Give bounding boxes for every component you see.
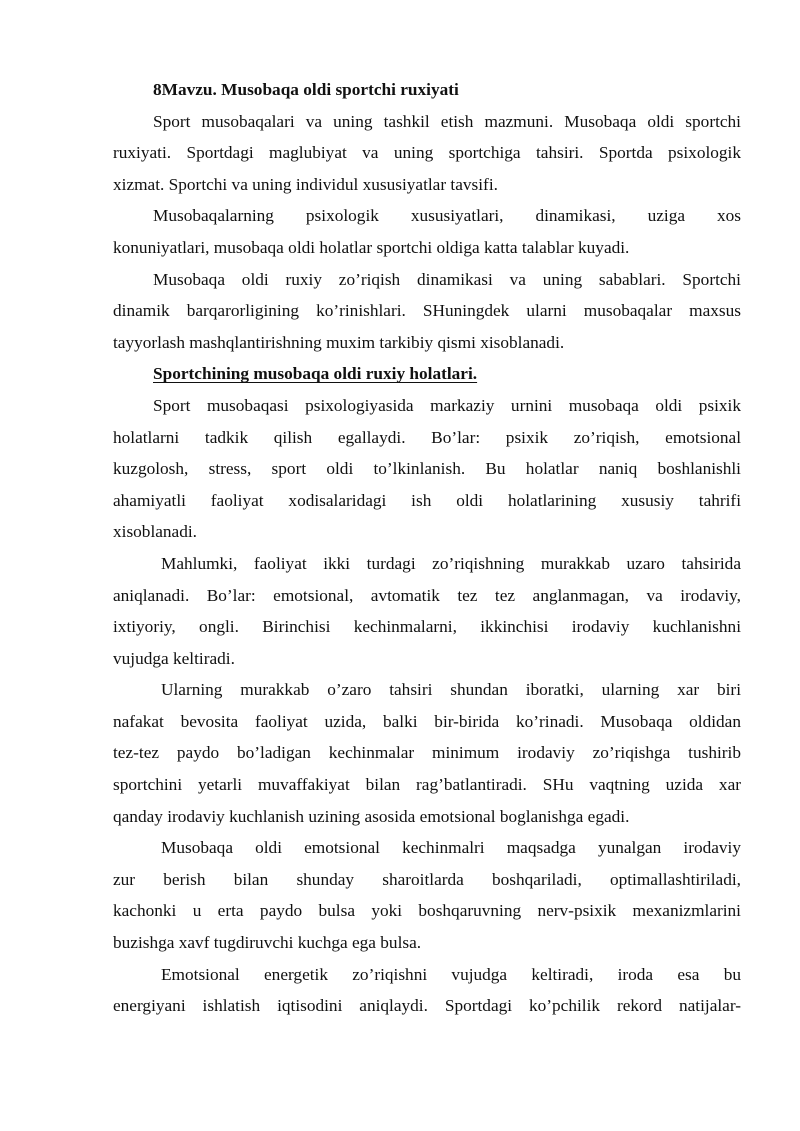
paragraph-line: energiyani ishlatish iqtisodini aniqlaydi. Sportdagi ko’pchilik rekord natijalar- [113,996,741,1016]
paragraph-line: ixtiyoriy, ongli. Birinchisi kechinmalarni, ikkinchisi irodaviy kuchlanishni [113,617,741,637]
paragraph-line: Ularning murakkab o’zaro tahsiri shundan iboratki, ularning xar biri [161,680,741,700]
paragraph-line: sportchini yetarli muvaffakiyat bilan rag’batlantiradi. SHu vaqtning uzida xar [113,775,741,795]
paragraph-line: Sport musobaqasi psixologiyasida markaziy urnini musobaqa oldi psixik [153,395,741,415]
paragraph-line: vujudga keltiradi. [113,648,235,668]
document-title: 8Mavzu. Musobaqa oldi sportchi ruxiyati [153,80,459,99]
paragraph-line: nafakat bevosita faoliyat uzida, balki bir-birida ko’rinadi. Musobaqa oldidan [113,711,741,731]
paragraph-line: tez-tez paydo bo’ladigan kechinmalar minimum irodaviy zo’riqishga tushirib [113,743,741,763]
paragraph-line: qanday irodaviy kuchlanish uzining asosida emotsional boglanishga egadi. [113,806,630,826]
paragraph-line: xizmat. Sportchi va uning individul xususiyatlar tavsifi. [113,174,498,194]
paragraph-line: tayyorlash mashqlantirishning muxim tarkibiy qismi xisoblanadi. [113,332,565,352]
paragraph-line: ruxiyati. Sportdagi maglubiyat va uning sportchiga tahsiri. Sportda psixologik [113,143,741,163]
paragraph-line: dinamik barqarorligining ko’rinishlari. SHuningdek ularni musobaqalar maxsus [113,301,741,321]
paragraph-line: Musobaqalarning psixologik xususiyatlari, dinamikasi, uziga xos [153,206,741,226]
paragraph-line: Musobaqa oldi ruxiy zo’riqish dinamikasi va uning sabablari. Sportchi [153,269,741,289]
paragraph-line: Emotsional energetik zo’riqishni vujudga keltiradi, iroda esa bu [161,964,741,984]
paragraph-line: aniqlanadi. Bo’lar: emotsional, avtomatik tez tez anglanmagan, va irodaviy, [113,585,741,605]
paragraph-line: Sport musobaqalari va uning tashkil etish mazmuni. Musobaqa oldi sportchi [153,111,741,131]
document-page [113,74,741,1022]
paragraph-line: konuniyatlari, musobaqa oldi holatlar sportchi oldiga katta talablar kuyadi. [113,237,630,257]
paragraph-line: kuzgolosh, stress, sport oldi to’lkinlanish. Bu holatlar naniq boshlanishli [113,459,741,479]
paragraph-line: holatlarni tadkik qilish egallaydi. Bo’lar: psixik zo’riqish, emotsional [113,427,741,447]
paragraph-line: Mahlumki, faoliyat ikki turdagi zo’riqishning murakkab uzaro tahsirida [161,553,741,573]
paragraph-line: buzishga xavf tugdiruvchi kuchga ega bulsa. [113,933,422,953]
paragraph-line: ahamiyatli faoliyat xodisalaridagi ish oldi holatlarining xususiy tahrifi [113,490,741,510]
paragraph-line: zur berish bilan shunday sharoitlarda boshqariladi, optimallashtiriladi, [113,869,741,889]
paragraph-line: xisoblanadi. [113,522,197,542]
paragraph-line: Musobaqa oldi emotsional kechinmalri maqsadga yunalgan irodaviy [161,838,741,858]
section-heading: Sportchining musobaqa oldi ruxiy holatlari. [153,364,478,384]
paragraph-line: kachonki u erta paydo bulsa yoki boshqaruvning nerv-psixik mexanizmlarini [113,901,741,921]
